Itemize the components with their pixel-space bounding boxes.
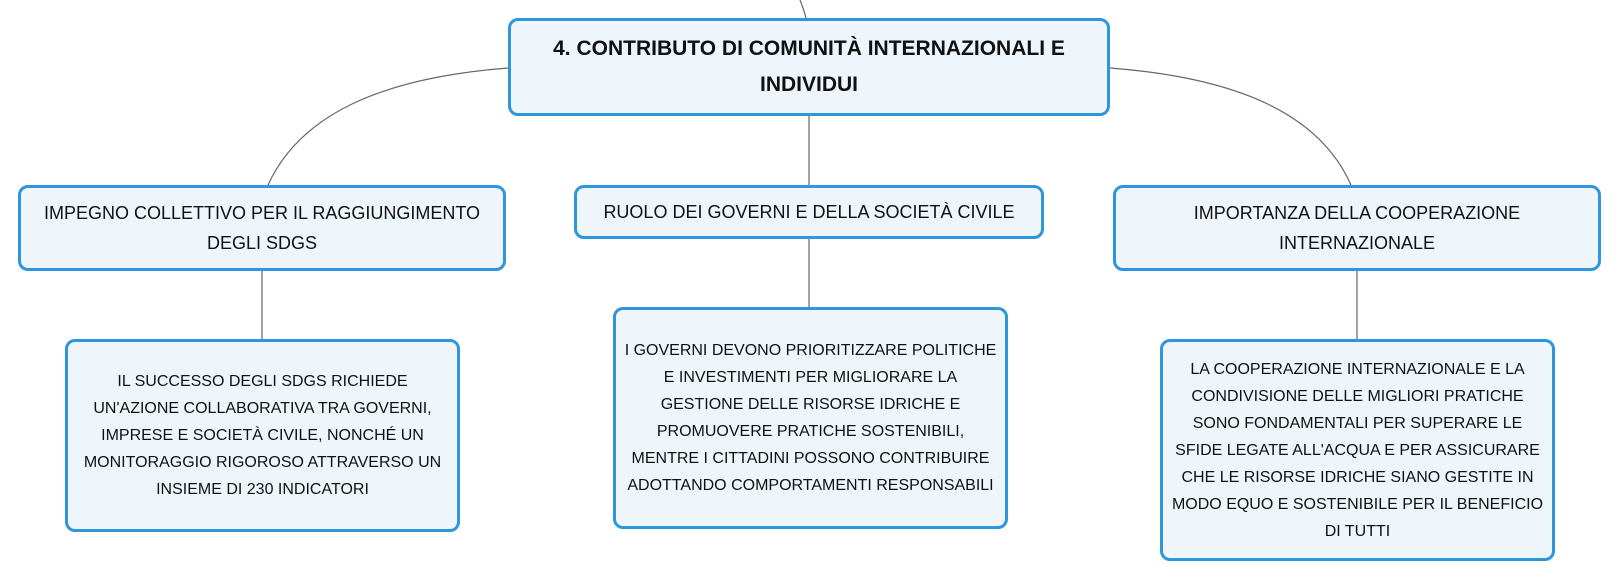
topic-label: IMPORTANZA DELLA COOPERAZIONE INTERNAZIONALE	[1193, 203, 1521, 253]
connector-root-to-topic-1	[268, 68, 508, 185]
detail-text: IL SUCCESSO DEGLI SDGS RICHIEDE UN'AZIONE COLLABORATIVA TRA GOVERNI, IMPRESE E SOCIETÀ CIVILE, NONCHÉ UN MONITORAGGIO RIGOROSO ATTRAVERSO UN INSIEME DI 230 INDICATORI	[83, 373, 442, 498]
topic-node-governments-civil-society[interactable]	[574, 185, 1044, 239]
topic-label: RUOLO DEI GOVERNI E DELLA SOCIETÀ CIVILE	[603, 202, 1015, 222]
detail-node-governments-civil-society[interactable]	[613, 307, 1008, 529]
detail-node-collective-commitment[interactable]	[65, 339, 460, 532]
central-topic-label: 4. CONTRIBUTO DI COMUNITÀ INTERNAZIONALI E INDIVIDUI	[553, 37, 1065, 96]
central-topic-node[interactable]	[508, 18, 1110, 116]
detail-node-international-cooperation[interactable]	[1160, 339, 1555, 561]
connector-root-to-topic-3	[1110, 68, 1351, 185]
topic-node-collective-commitment[interactable]	[18, 185, 506, 271]
detail-text: LA COOPERAZIONE INTERNAZIONALE E LA CONDIVISIONE DELLE MIGLIORI PRATICHE SONO FONDAMENTALI PER SUPERARE LE SFIDE LEGATE ALL'ACQUA E PER ASSICURARE CHE LE RISORSE IDRICHE SIANO GESTITE IN MODO EQUO E SOSTENIBILE PER IL BENEFICIO DI TUTTI	[1171, 360, 1544, 540]
topic-label: IMPEGNO COLLETTIVO PER IL RAGGIUNGIMENTO DEGLI SDGS	[43, 203, 481, 253]
connector-incoming	[800, 0, 806, 18]
detail-text: I GOVERNI DEVONO PRIORITIZZARE POLITICHE E INVESTIMENTI PER MIGLIORARE LA GESTIONE DELLE RISORSE IDRICHE E PROMUOVERE PRATICHE SOSTENIBILI, MENTRE I CITTADINI POSSONO CONTRIBUIRE ADOTTANDO COMPORTAMENTI RESPONSABILI	[624, 342, 997, 494]
topic-node-international-cooperation[interactable]	[1113, 185, 1601, 271]
